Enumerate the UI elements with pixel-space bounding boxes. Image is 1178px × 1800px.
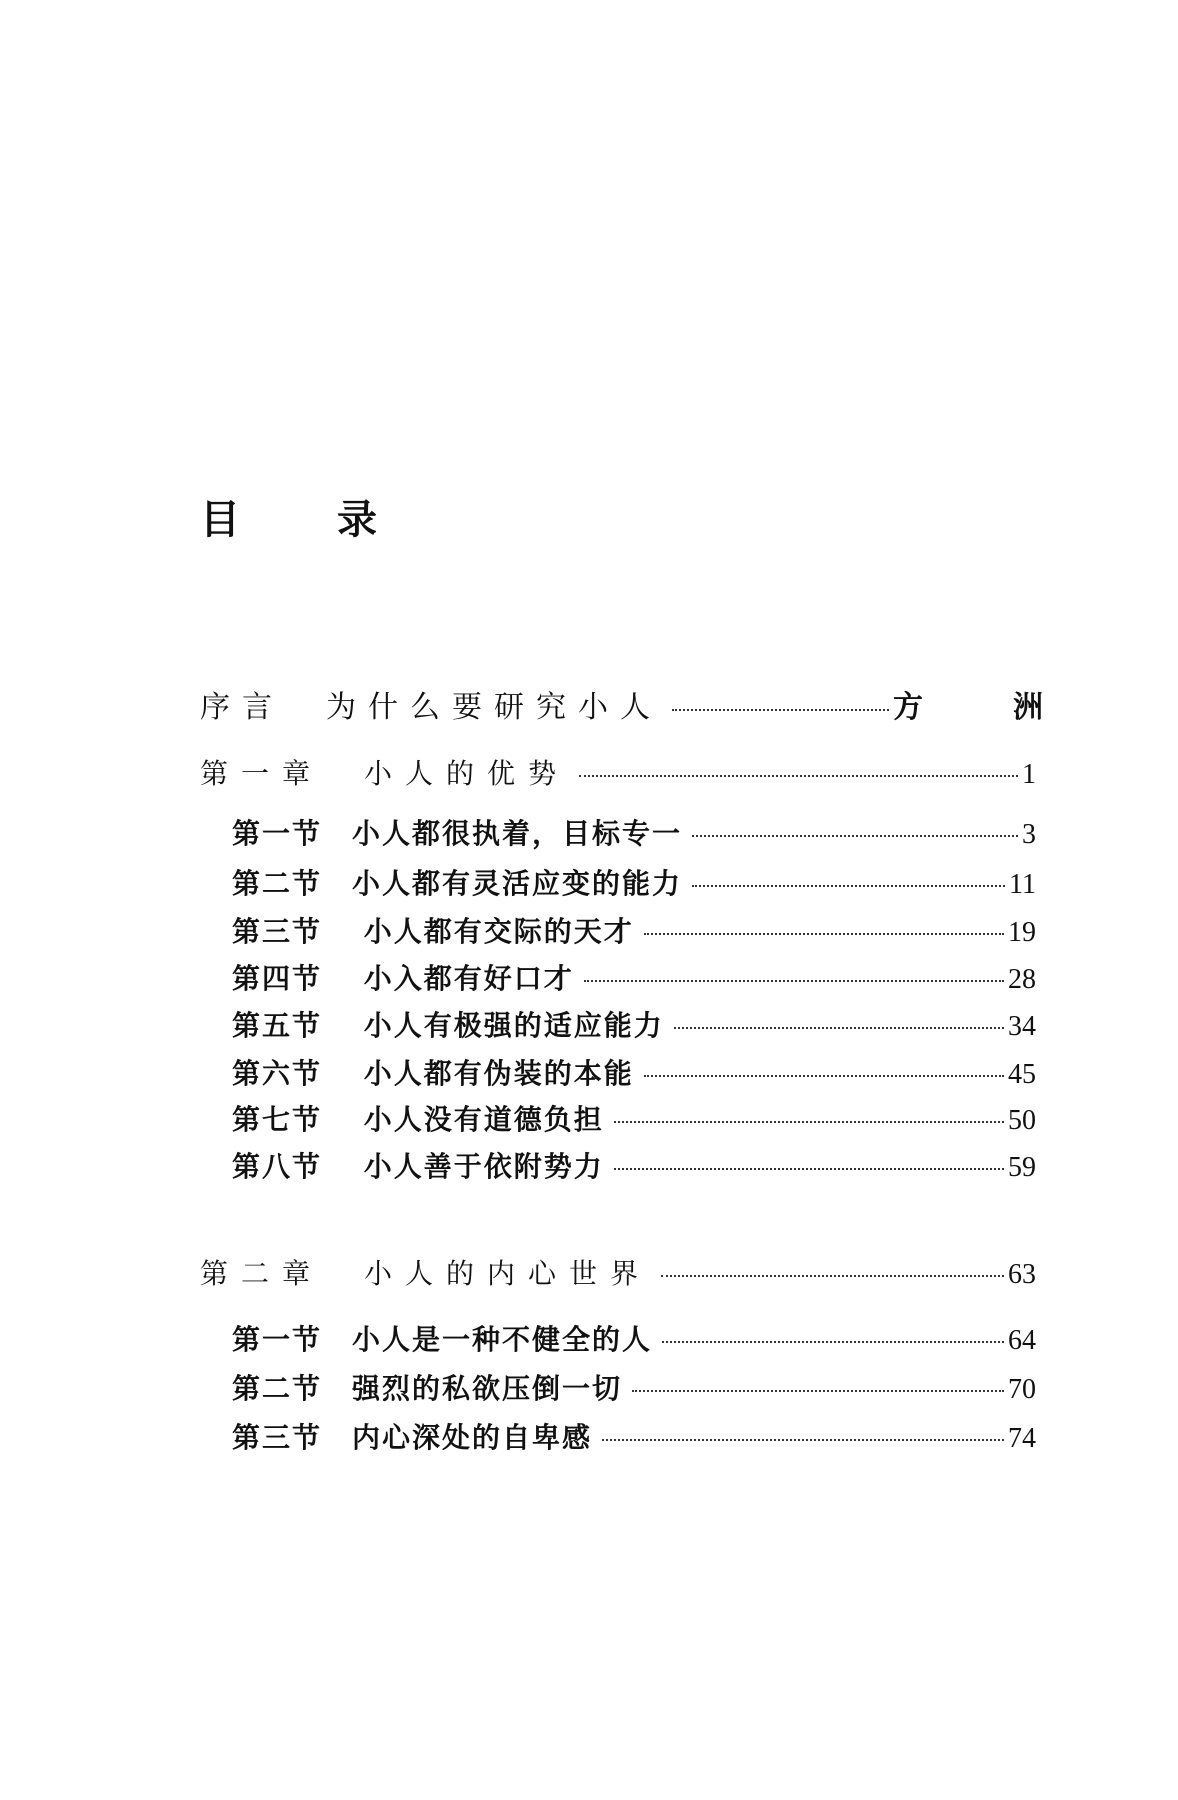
toc-title	[200, 488, 474, 545]
dot-leader	[644, 933, 1004, 935]
section-page-number: 50	[1008, 1105, 1036, 1136]
section-page-number: 34	[1008, 1011, 1036, 1042]
section-page-number: 19	[1008, 917, 1036, 948]
section-page-number: 45	[1008, 1059, 1036, 1090]
dot-leader	[632, 1390, 1004, 1392]
dot-leader	[614, 1168, 1004, 1170]
dot-leader	[692, 835, 1018, 837]
section-label: 第三节 小人都有交际的天才	[232, 915, 634, 948]
section-label: 第一节 小人都很执着，目标专一	[232, 817, 683, 850]
toc-entry-section[interactable]	[232, 1318, 1036, 1358]
toc-entry-chapter-2[interactable]	[200, 1252, 1036, 1292]
toc-title-char-2: 录	[337, 497, 377, 543]
chapter-label: 第二章 小人的内心世界	[200, 1257, 652, 1290]
section-page-number: 74	[1008, 1423, 1036, 1454]
section-label: 第一节 小人是一种不健全的人	[232, 1323, 653, 1356]
toc-entry-section[interactable]	[232, 862, 1036, 902]
section-label: 第八节 小人善于依附势力	[232, 1150, 604, 1183]
toc-title-char-1: 目	[200, 497, 240, 543]
section-label: 第五节 小人有极强的适应能力	[232, 1009, 664, 1042]
dot-leader	[662, 1341, 1004, 1343]
dot-leader	[661, 1275, 1004, 1277]
section-label: 第七节 小人没有道德负担	[232, 1103, 604, 1136]
dot-leader	[602, 1439, 1004, 1441]
toc-entry-section[interactable]	[232, 1052, 1036, 1092]
toc-entry-section[interactable]	[232, 1416, 1036, 1456]
toc-entry-chapter-1[interactable]	[200, 752, 1036, 792]
toc-entry-section[interactable]	[232, 1367, 1036, 1407]
section-page-number: 3	[1022, 819, 1036, 850]
section-label: 第二节 强烈的私欲压倒一切	[232, 1372, 623, 1405]
section-page-number: 64	[1008, 1325, 1036, 1356]
section-label: 第四节 小入都有好口才	[232, 962, 574, 995]
dot-leader	[614, 1121, 1004, 1123]
chapter-page-number: 1	[1022, 759, 1036, 790]
toc-entry-section[interactable]	[232, 910, 1036, 950]
dot-leader	[692, 885, 1005, 887]
section-label: 第二节 小人都有灵活应变的能力	[232, 867, 683, 900]
preface-author: 方 洲	[893, 690, 1073, 725]
dot-leader	[674, 1027, 1004, 1029]
toc-entry-section[interactable]	[232, 1145, 1036, 1185]
section-label: 第三节 内心深处的自卑感	[232, 1421, 593, 1454]
chapter-page-number: 63	[1008, 1259, 1036, 1290]
section-page-number: 59	[1008, 1152, 1036, 1183]
section-label: 第六节 小人都有伪装的本能	[232, 1057, 634, 1090]
toc-entry-preface[interactable]	[200, 682, 1073, 726]
dot-leader	[579, 775, 1018, 777]
dot-leader	[584, 980, 1004, 982]
preface-label: 序言 为什么要研究小人	[200, 690, 662, 725]
dot-leader	[672, 709, 889, 711]
chapter-label: 第一章 小人的优势	[200, 757, 570, 790]
dot-leader	[644, 1075, 1004, 1077]
toc-entry-section[interactable]	[232, 812, 1036, 852]
section-page-number: 70	[1008, 1374, 1036, 1405]
section-page-number: 11	[1009, 869, 1036, 900]
toc-entry-section[interactable]	[232, 1004, 1036, 1044]
toc-entry-section[interactable]	[232, 1098, 1036, 1138]
section-page-number: 28	[1008, 964, 1036, 995]
toc-entry-section[interactable]	[232, 957, 1036, 997]
